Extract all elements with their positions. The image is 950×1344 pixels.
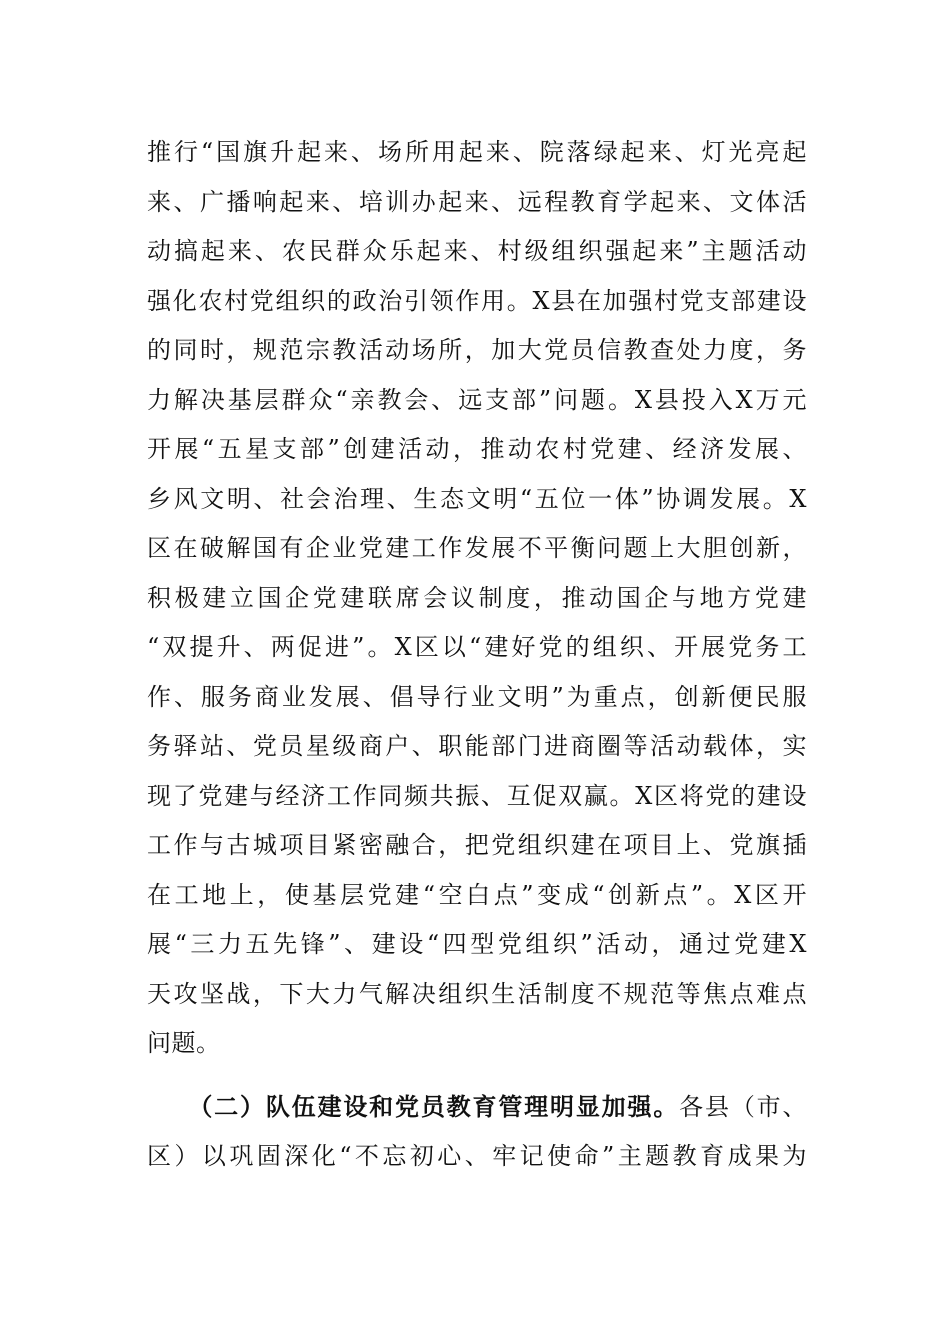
body-text <box>147 128 807 1182</box>
paragraph-line: 在工地上，使基层党建“空白点”变成“创新点”。X区开 <box>147 880 807 909</box>
paragraph-line: 现了党建与经济工作同频共振、互促双赢。X区将党的建设 <box>147 781 807 810</box>
paragraph-line: 区在破解国有企业党建工作发展不平衡问题上大胆创新， <box>147 534 807 562</box>
paragraph-line: 区）以巩固深化“不忘初心、牢记使命”主题教育成果为 <box>147 1142 807 1170</box>
paragraph-line: 工作与古城项目紧密融合，把党组织建在项目上、党旗插 <box>147 831 807 859</box>
paragraph-line: 来、广播响起来、培训办起来、远程教育学起来、文体活 <box>147 187 807 216</box>
paragraph-line: 问题。 <box>147 1029 221 1057</box>
paragraph-gap <box>147 1069 807 1083</box>
paragraph-line: 的同时，规范宗教活动场所，加大党员信教查处力度，务 <box>147 336 807 364</box>
paragraph-line: 强化农村党组织的政治引领作用。X县在加强村党支部建设 <box>147 286 807 315</box>
paragraph-line: 展“三力五先锋”、建设“四型党组织”活动，通过党建X <box>147 930 807 958</box>
paragraph-line: 力解决基层群众“亲教会、远支部”问题。X县投入X万元 <box>147 385 807 414</box>
paragraph-line: 作、服务商业发展、倡导行业文明”为重点，创新便民服 <box>147 682 807 711</box>
paragraph-line: “双提升、两促进”。X区以“建好党的组织、开展党务工 <box>147 633 807 661</box>
paragraph-line: 天攻坚战，下大力气解决组织生活制度不规范等焦点难点 <box>147 979 807 1008</box>
paragraph-line: 开展“五星支部”创建活动，推动农村党建、经济发展、 <box>147 435 807 463</box>
paragraph-line: 乡风文明、社会治理、生态文明“五位一体”协调发展。X <box>147 484 807 513</box>
paragraph-line: 推行“国旗升起来、场所用起来、院落绿起来、灯光亮起 <box>147 138 807 166</box>
section-heading: （二）队伍建设和党员教育管理明显加强。 <box>187 1092 680 1121</box>
section-heading-line <box>147 1083 807 1133</box>
paragraph-line: 动搞起来、农民群众乐起来、村级组织强起来”主题活动 <box>147 237 807 265</box>
section-heading-rest: 各县（市、 <box>679 1092 807 1121</box>
paragraph-line: 务驿站、党员星级商户、职能部门进商圈等活动载体，实 <box>147 732 807 760</box>
paragraph-line: 积极建立国企党建联席会议制度，推动国企与地方党建 <box>147 583 807 612</box>
